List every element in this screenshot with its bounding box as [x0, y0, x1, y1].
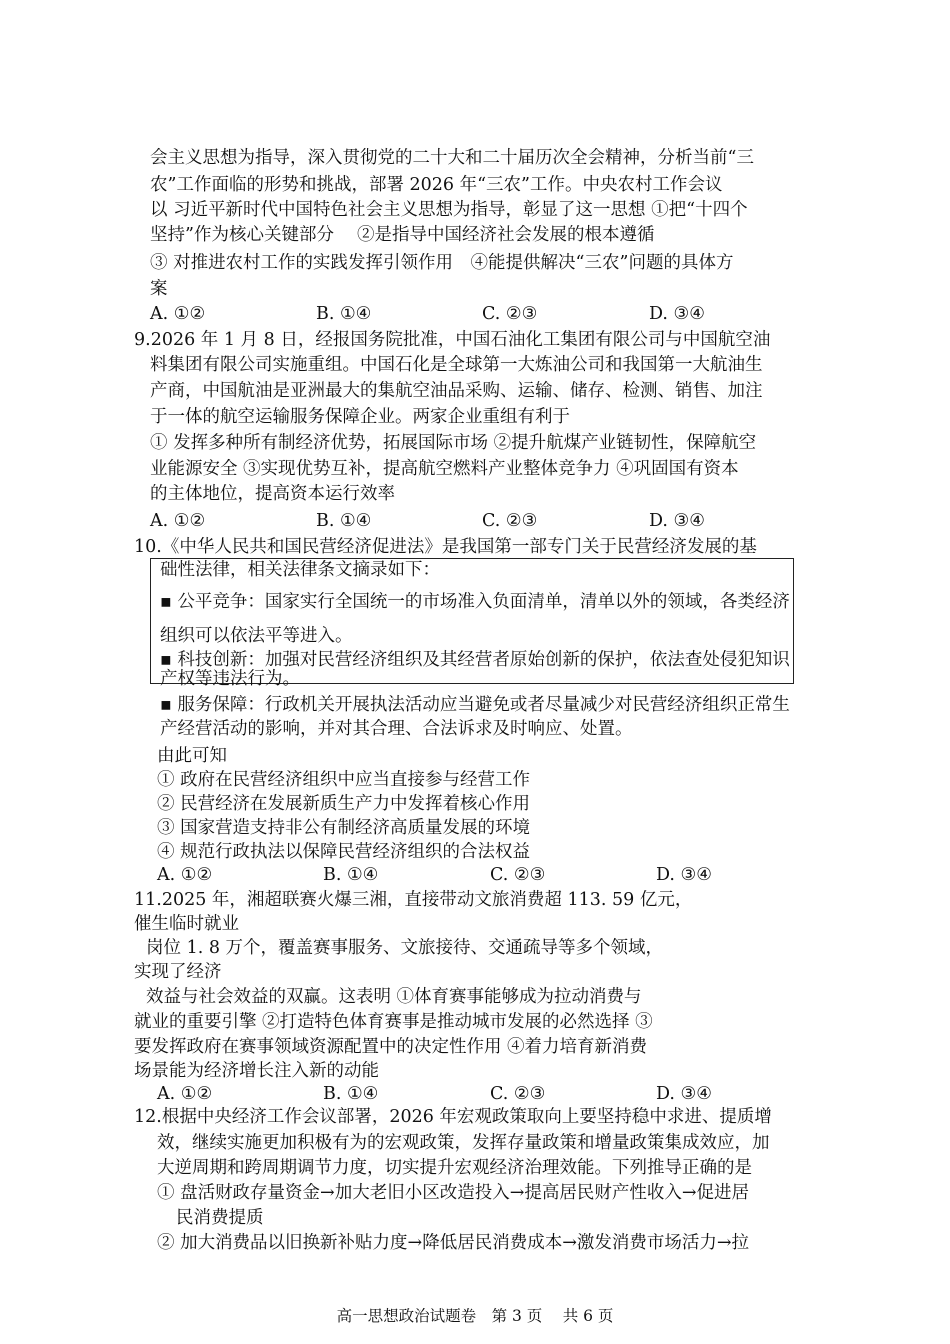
q8-line-6: 案 [150, 279, 168, 299]
q12-choice-2: ② 加大消费品以旧换新补贴力度→降低居民消费成本→激发消费市场活力→拉 [157, 1233, 750, 1253]
law-item-tech-innovation-cont: 产权等违法行为。 [160, 669, 300, 689]
q11-line-3: 岗位 1. 8 万个，覆盖赛事服务、文旅接待、交通疏导等多个领域， [146, 938, 664, 958]
q8-line-2: 农”工作面临的形势和挑战，部署 2026 年“三农”工作。中央农村工作会议 [150, 175, 723, 195]
q9-stem-line-4: 于一体的航空运输服务保障企业。两家企业重组有利于 [150, 407, 570, 427]
q8-option-d[interactable]: D. ③④ [649, 304, 705, 324]
q10-choice-3: ③ 国家营造支持非公有制经济高质量发展的环境 [157, 818, 531, 838]
q9-option-a[interactable]: A. ①② [150, 511, 206, 531]
q9-option-c[interactable]: C. ②③ [482, 511, 538, 531]
q11-line-6: 就业的重要引擎 ②打造特色体育赛事是推动城市发展的必然选择 ③ [134, 1012, 653, 1032]
q11-option-a[interactable]: A. ①② [157, 1084, 213, 1104]
q10-option-c[interactable]: C. ②③ [490, 865, 546, 885]
q8-option-a[interactable]: A. ①② [150, 304, 206, 324]
q8-option-c[interactable]: C. ②③ [482, 304, 538, 324]
q8-option-b[interactable]: B. ①④ [316, 304, 372, 324]
q8-line-1: 会主义思想为指导，深入贯彻党的二十大和二十届历次全会精神，分析当前“三 [150, 148, 754, 168]
q12-choice-1: ① 盘活财政存量资金→加大老旧小区改造投入→提高居民财产性收入→促进居 [157, 1183, 750, 1203]
q9-choice-line-1: ① 发挥多种所有制经济优势，拓展国际市场 ②提升航煤产业链韧性，保障航空 [150, 433, 757, 453]
q11-line-7: 要发挥政府在赛事领域资源配置中的决定性作用 ④着力培育新消费 [134, 1037, 648, 1057]
q12-line-1: 12.根据中央经济工作会议部署，2026 年宏观政策取向上要坚持稳中求进、提质增 [134, 1107, 772, 1127]
q11-line-1: 11.2025 年，湘超联赛火爆三湘，直接带动文旅消费超 113. 59 亿元， [134, 890, 693, 910]
q9-choice-line-3: 的主体地位，提高资本运行效率 [150, 484, 395, 504]
q11-line-2: 催生临时就业 [134, 914, 239, 934]
q10-prompt: 由此可知 [157, 746, 227, 766]
q9-stem-line-3: 产商，中国航油是亚洲最大的集航空油品采购、运输、储存、检测、销售、加注 [150, 381, 763, 401]
q11-line-5: 效益与社会效益的双赢。这表明 ①体育赛事能够成为拉动消费与 [146, 987, 642, 1007]
law-item-service-guarantee: ▪ 服务保障：行政机关开展执法活动应当避免或者尽量减少对民营经济组织正常生 [160, 695, 790, 715]
q11-option-c[interactable]: C. ②③ [490, 1084, 546, 1104]
q10-option-d[interactable]: D. ③④ [656, 865, 712, 885]
law-item-fair-competition: ▪ 公平竞争：国家实行全国统一的市场准入负面清单，清单以外的领域，各类经济 [160, 592, 790, 612]
q11-line-4: 实现了经济 [134, 962, 222, 982]
q9-option-d[interactable]: D. ③④ [649, 511, 705, 531]
q10-choice-1: ① 政府在民营经济组织中应当直接参与经营工作 [157, 770, 531, 790]
q9-choice-line-2: 业能源安全 ③实现优势互补，提高航空燃料产业整体竞争力 ④巩固国有资本 [150, 459, 739, 479]
page-footer: 高一思想政治试题卷 第 3 页 共 6 页 [336, 1307, 614, 1325]
q10-stem-line-2: 础性法律，相关法律条文摘录如下： [160, 560, 440, 580]
q12-line-2: 效，继续实施更加积极有为的宏观政策，发挥存量政策和增量政策集成效应，加 [157, 1133, 770, 1153]
q10-option-a[interactable]: A. ①② [157, 865, 213, 885]
q12-choice-1-cont: 民消费提质 [176, 1208, 264, 1228]
q10-stem-line-1: 10.《中华人民共和国民营经济促进法》是我国第一部专门关于民营经济发展的基 [134, 537, 757, 557]
q11-option-d[interactable]: D. ③④ [656, 1084, 712, 1104]
law-item-fair-competition-cont: 组织可以依法平等进入。 [160, 626, 353, 646]
q10-option-b[interactable]: B. ①④ [323, 865, 379, 885]
q8-line-4: 坚持”作为核心关键部分 ②是指导中国经济社会发展的根本遵循 [150, 225, 655, 245]
q10-choice-4: ④ 规范行政执法以保障民营经济组织的合法权益 [157, 842, 531, 862]
q9-option-b[interactable]: B. ①④ [316, 511, 372, 531]
q8-line-3: 以 习近平新时代中国特色社会主义思想为指导，彰显了这一思想 ①把“十四个 [150, 200, 748, 220]
q8-line-5: ③ 对推进农村工作的实践发挥引领作用 ④能提供解决“三农”问题的具体方 [150, 253, 734, 273]
q11-option-b[interactable]: B. ①④ [323, 1084, 379, 1104]
q12-line-3: 大逆周期和跨周期调节力度，切实提升宏观经济治理效能。下列推导正确的是 [157, 1158, 752, 1178]
q9-stem-line-1: 9.2026 年 1 月 8 日，经报国务院批准，中国石油化工集团有限公司与中国航空油 [134, 330, 771, 350]
q10-choice-2: ② 民营经济在发展新质生产力中发挥着核心作用 [157, 794, 531, 814]
law-item-service-guarantee-cont: 产经营活动的影响，并对其合理、合法诉求及时响应、处置。 [160, 719, 633, 739]
law-item-tech-innovation: ▪ 科技创新：加强对民营经济组织及其经营者原始创新的保护，依法查处侵犯知识 [160, 650, 790, 670]
q11-line-8: 场景能为经济增长注入新的动能 [134, 1061, 379, 1081]
q9-stem-line-2: 料集团有限公司实施重组。中国石化是全球第一大炼油公司和我国第一大航油生 [150, 355, 763, 375]
